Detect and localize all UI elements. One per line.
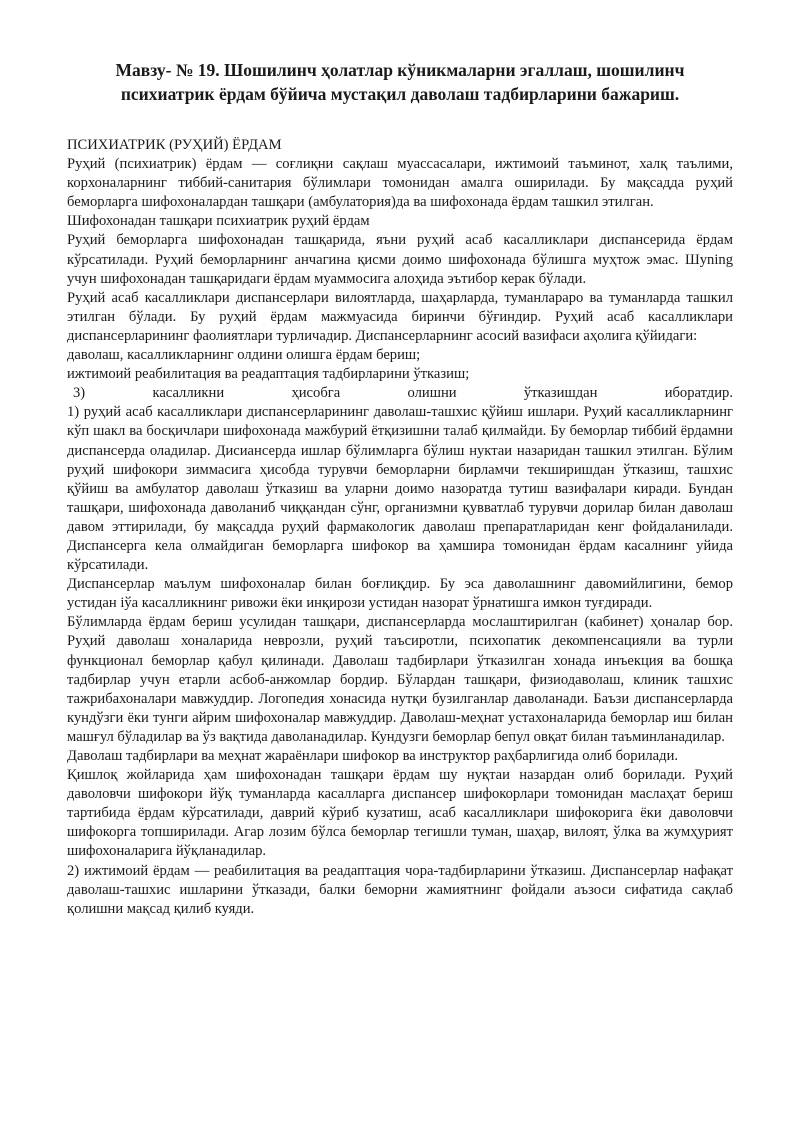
paragraph-heading-outpatient: Шифохонадан ташқари психиатрик руҳий ёрдам xyxy=(67,213,370,230)
paragraph-list-1: даволаш, касалликларнинг олдини олишга ёрдам бериш; xyxy=(67,347,421,364)
paragraph-p1: Руҳий (психиатрик) ёрдам — соғлиқни сақлаш муассасалари, ижтимоий таъминот, халқ таълими, корхоналарнинг тиббий-санитария бўлимлари томонидан амалга оширилади. Бу мақсадда руҳий беморларга шифохоналардан ташқари (амбулатория)да ва шифохонада ёрдам ташкил этилган. xyxy=(67,156,733,211)
title-line-1: Мавзу- № 19. Шошилинч ҳолатлар кўникмаларни эгаллаш, шошилинч xyxy=(115,60,685,80)
paragraph-p5: Диспансерлар маълум шифохоналар билан боғлиқдир. Бу эса даволашнинг давомийлигини, бемор устидан іўа касалликнинг ривожи ёки инқирози устидан назорат ўрнатишга имкон туғдиради. xyxy=(67,576,733,612)
paragraph-p7: Даволаш тадбирлари ва меҳнат жараёнлари шифокор ва инструктор раҳбарлигида олиб борилади. xyxy=(67,748,679,764)
document-title xyxy=(67,58,733,106)
paragraph-p6: Бўлимларда ёрдам бериш усулидан ташқари, диспансерларда мослаштирилган (кабинет) ҳоналар бор. Руҳий даволаш хоналарида неврозли, руҳий таъсиротли, психопатик декомпенсацияли ва турли функционал беморлар қабул қилинади. Даволаш тадбирлари ўтказилган хонада инъекция ва бошқа тадбирлар учун етарли асбоб-анжомлар бордир. Бўлардан ташқари, физиодаволаш, клиник ташхис тажрибахоналари мавжуддир. Логопедия хонасида нутқи бузилганлар даволанади. Баъзи диспансерларда кундўзги ёки тунги айрим шифохоналар мавжуддир. Даволаш-меҳнат устахоналарида беморлар иш билан машғул бўладилар ва ўз вақтида даволанадилар. Кундузги беморлар бепул овқат билан таъминланадилар. xyxy=(67,614,733,745)
paragraph-p4: 1) руҳий асаб касалликлари диспансерларининг даволаш-ташхис қўйиш ишлари. Руҳий касалликларнинг кўп шакл ва босқичлари шифохонада мажбурий ётқизишни талаб қилмайди. Бу беморлар тиббий ёрдамни диспансерда оладилар. Дисиансерда ишлар бўлимларга бўлиш нуктаи назаридан ташкил этилган. Бўлим руҳий шифокори зиммасига ҳисобда турувчи беморларни бирламчи текширишдан ўтказиш, ташхис қўйиш ва амбулатор даволаш ўтказиш ва уларни доимо назоратда тутиш вазифалари киради. Бундан ташқари, шифохонада даволаниб чиққандан сўнг, организмни қувватлаб турувчи дорилар билан даволаш давом эттирилади, бу мақсадда руҳий фармакологик даволаш препаратларидан кенг фойдаланилади. Диспансерга кела олмайдиган беморларга шифокор ва ҳамшира томонидан ёрдам касалнинг уйида кўрсатилади. xyxy=(67,404,733,574)
paragraph-list-3: 3) касалликни ҳисобга олишни ўтказишдан иборатдир. xyxy=(73,385,733,402)
title-line-2: психиатрик ёрдам бўйича мустақил даволаш тадбирларини бажариш. xyxy=(120,84,680,104)
paragraph-p8: Қишлоқ жойларида ҳам шифохонадан ташқари ёрдам шу нуқтаи назардан олиб борилади. Руҳий даволовчи шифокори йўқ туманларда касалларга диспансер шифокорлари томонидан маслаҳат бериш тартибида ёрдам кўрсатилади, даврий кўриб кузатиш, асаб касалликлари шифокорига ёки даволовчи шифокорга топширилади. Агар лозим бўлса беморлар тегишли туман, шаҳар, вилоят, ўлка ва жумҳурият шифохоналарига йўқланадилар. xyxy=(67,767,733,860)
document-body xyxy=(67,136,733,919)
paragraph-p3: Руҳий асаб касалликлари диспансерлари вилоятларда, шаҳарларда, туманлараро ва туманларда ташкил этилган бўлади. Бу руҳий ёрдам мажмуасида биринчи бўғиндир. Руҳий асаб касалликлари диспансерларининг фаолиятлари турличадир. Диспансерларнинг асосий вазифаси аҳолига қўйидаги: xyxy=(67,289,733,344)
paragraph-p9: 2) ижтимоий ёрдам — реабилитация ва реадаптация чора-тадбирларини ўтказиш. Диспансерлар нафақат даволаш-ташхис ишларини ўтказади, балки беморни жамиятнинг фойдали аъзоси сифатида сақлаб қолишни мақсад қилиб куяди. xyxy=(67,862,733,917)
document-page xyxy=(67,58,733,919)
paragraph-heading-psych: ПСИХИАТРИК (РУҲИЙ) ЁРДАМ xyxy=(67,137,282,153)
paragraph-list-2: ижтимоий реабилитация ва реадаптация тадбирларини ўтказиш; xyxy=(67,366,470,383)
paragraph-p2: Руҳий беморларга шифохонадан ташқарида, яъни руҳий асаб касалликлари диспансерида ёрдам кўрсатилади. Руҳий беморларнинг анчагина қисми доимо шифохонада бўлишга муҳтож эмас. Шуning учун шифохонадан ташқаридаги ёрдам муаммосига алоҳида эътибор керак бўлади. xyxy=(67,232,733,287)
